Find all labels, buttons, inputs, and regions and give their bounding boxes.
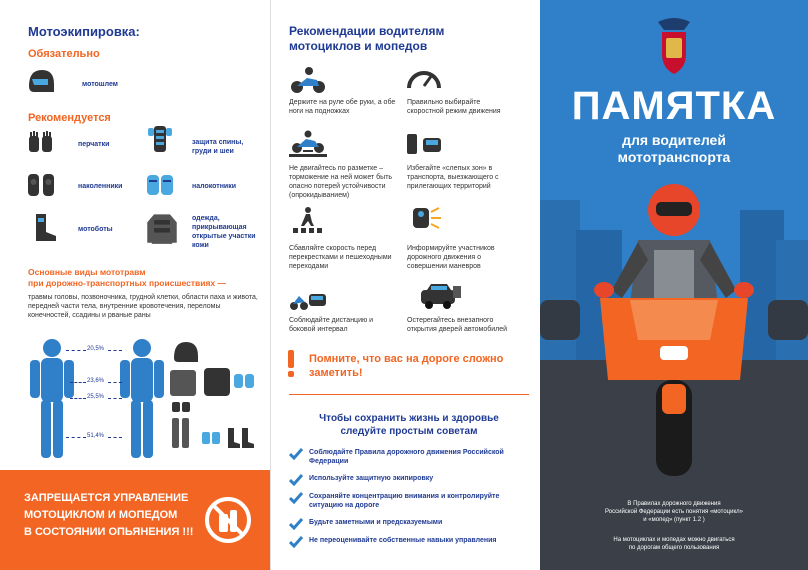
advice-title-line2: следуйте простым советам [340,426,478,437]
blind-zone-icon [405,130,443,158]
tip-crossings: Сбавляйте скорость перед перекрестками и пешеходными переходами [289,245,392,270]
advice-text: Не переоценивайте собственные навыки управления [309,537,497,544]
pct-head: 20,5% [87,346,105,352]
recommendations-title [289,24,444,54]
advice-text: Сохраняйте концентрацию внимания и контролируйте ситуацию на дороге [309,493,500,509]
cover-subtitle-line2: мототранспорта [617,149,731,165]
elbow-pads-label: налокотники [192,183,237,190]
distance-icon [289,284,327,312]
knee-pads-label: наколенники [78,183,123,190]
recommendations-title-line1: Рекомендации водителям [289,24,445,38]
recommendations-title-line2: мотоциклов и мопедов [289,39,428,53]
back-protector-icon [145,124,175,154]
gloves-label: перчатки [78,141,110,148]
mandatory-heading: Обязательно [28,48,100,60]
check-icon [289,448,303,460]
check-icon [289,474,303,486]
tip-signals: Информируйте участников дорожного движения о совершении маневров [407,245,495,270]
elbow-pads-icon [145,170,175,200]
advice-title-line1: Чтобы сохранить жизнь и здоровье [319,413,499,424]
cover-subtitle [540,132,808,166]
advice-text: Соблюдайте Правила дорожного движения Российской Федерации [309,449,504,465]
injuries-heading [28,267,268,289]
ban-text [24,490,193,541]
recommended-heading: Рекомендуется [28,112,111,124]
pct-limbs: 51,4% [87,433,105,439]
boots-icon [28,212,58,242]
tip-blind-zone: Избегайте «слепых зон» в транспорта, выезжающего с прилегающих территорий [407,165,499,190]
knee-pads-icon [26,170,56,200]
helmet-icon [26,66,56,96]
gloves-icon [26,128,56,158]
foot-line5: по дорогам общего пользования [628,545,720,551]
tip-marking: Не двигайтесь по разметке – торможение на ней может быть опасно потерей устойчивости (опрокидыванием) [289,165,393,199]
pct-torso: 25,5% [87,394,105,400]
ban-line-2: МОТОЦИКЛОМ И МОПЕДОМ [24,509,178,521]
body-back-figure [116,338,168,462]
advice-text: Будьте заметными и предсказуемыми [309,519,443,526]
exclamation-icon [285,350,297,378]
back-protector-label: защита спины, груди и шеи [192,139,244,155]
speedometer-icon [405,64,443,92]
injuries-heading-line1: Основные виды мототравм [28,267,146,277]
foot-line2: Российской Федерации есть понятия «мотоцикл» [605,509,743,515]
tip-hands: Держите на руле обе руки, а обе ноги на подножках [289,99,396,115]
visibility-warning: Помните, что вас на дороге сложно заметить! [309,353,504,379]
cover-title: ПАМЯТКА [571,84,777,128]
police-emblem-icon [654,14,694,76]
pedestrian-crossing-icon [289,206,327,234]
motorcyclist-illustration [590,180,758,480]
advice-title [289,412,529,438]
no-alcohol-icon [204,496,252,544]
road-marking-icon [289,130,327,158]
advice-text: Используйте защитную экипировку [309,475,434,482]
gear-panel [0,0,270,570]
ban-line-1: ЗАПРЕЩАЕТСЯ УПРАВЛЕНИЕ [24,492,189,504]
tip-speed: Правильно выбирайте скоростной режим движения [407,99,501,115]
drunk-driving-ban-banner [0,470,270,570]
injuries-text: травмы головы, позвоночника, грудной клетки, области паха и живота, передней части тела, внутренние кровотечения, переломы конечностей, ссадины и рваные раны [28,294,258,319]
tip-doors: Остерегайтесь внезапного открытия дверей автомобилей [407,317,508,333]
check-icon [289,492,303,504]
cover-footnote-2 [540,536,808,552]
gear-set-illustration [168,340,258,452]
turn-signal-icon [405,204,443,232]
ban-line-3: В СОСТОЯНИИ ОПЬЯНЕНИЯ !!! [24,526,194,538]
cover-footnote-1 [540,500,808,524]
check-icon [289,518,303,530]
jacket-icon [145,210,179,246]
cover-panel [540,0,808,570]
divider [289,394,529,395]
check-icon [289,536,303,548]
boots-label: мотоботы [78,226,113,233]
helmet-label: мотошлем [82,81,118,88]
cover-subtitle-line1: для водителей [622,132,726,148]
gear-title: Мотоэкипировка: [28,24,140,39]
injuries-heading-line2: при дорожно-транспортных происшествиях — [28,278,227,288]
body-front-figure [26,338,78,462]
tip-distance: Соблюдайте дистанцию и боковой интервал [289,317,374,333]
recommendations-panel [270,0,540,570]
rider-hands-icon [289,66,327,94]
car-door-icon [419,280,463,310]
pct-chest: 23,6% [87,378,105,384]
foot-line4: На мотоциклах и мопедах можно двигаться [613,537,735,543]
foot-line1: В Правилах дорожного движения [627,501,721,507]
clothing-label: одежда, прикрывающая открытые участки кожи [192,215,256,249]
foot-line3: и «мопед» (пункт 1.2 ) [643,517,705,523]
